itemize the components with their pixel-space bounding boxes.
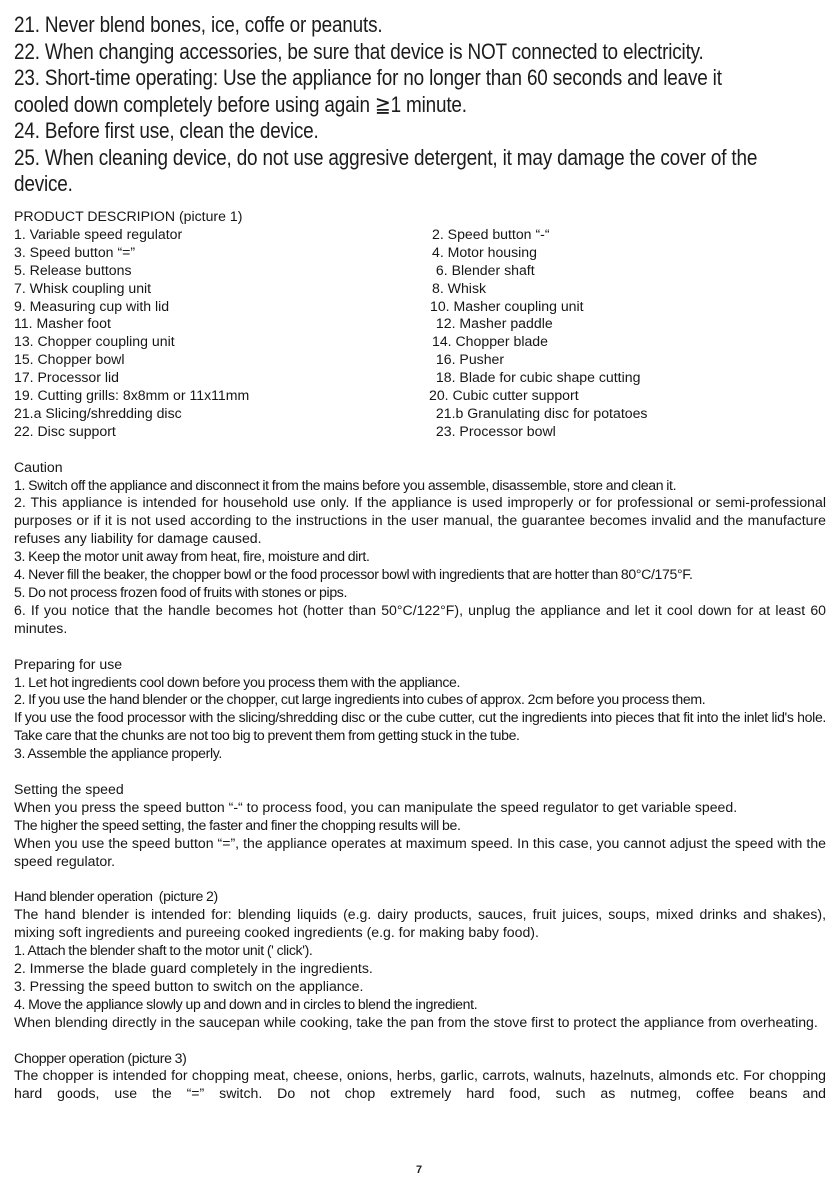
- caution-item: 2. This appliance is intended for household use only. If the appliance is used improperly or for professional or semi-professional purposes or if it is not used according to the instructions in the user manual, the guarantee becomes invalid and the manufacture refuses any liability for damage caused.: [14, 494, 826, 547]
- caution-item: 6. If you notice that the handle becomes hot (hotter than 50°C/122°F), unplug the appliance and let it cool down for at least 60 minutes.: [14, 601, 826, 636]
- hand-blender-section: [14, 888, 826, 1031]
- section-heading: Preparing for use: [14, 655, 123, 672]
- part-item: 10. Masher coupling unit: [430, 297, 584, 314]
- hand-blender-item: The hand blender is intended for: blending liquids (e.g. dairy products, sauces, fruit juices, soups, mixed drinks and shakes), mixing soft ingredients and pureeing cooked ingredients (e.g. for making baby food).: [14, 906, 826, 941]
- caution-section: [14, 459, 826, 638]
- preparing-item: 2. If you use the hand blender or the chopper, cut large ingredients into cubes of approx. 2cm before you process them.: [14, 691, 706, 708]
- part-item: 9. Measuring cup with lid: [14, 297, 170, 314]
- speed-item: When you press the speed button “-“ to process food, you can manipulate the speed regulator to get variable speed.: [14, 798, 738, 815]
- part-item: 16. Pusher: [432, 351, 505, 368]
- caution-item: 1. Switch off the appliance and disconnect it from the mains before you assemble, disassemble, store and clean it.: [14, 476, 677, 493]
- part-item: 21.a Slicing/shredding disc: [14, 404, 182, 421]
- page-number: 7: [416, 1164, 423, 1176]
- part-item: 17. Processor lid: [14, 369, 119, 386]
- speed-item: When you use the speed button “=”, the appliance operates at maximum speed. In this case, you cannot adjust the speed with the speed regulator.: [14, 834, 826, 869]
- section-heading: PRODUCT DESCRIPION (picture 1): [14, 208, 243, 224]
- part-item: 11. Masher foot: [14, 315, 111, 332]
- part-item: 23. Processor bowl: [432, 422, 556, 439]
- part-item: 21.b Granulating disc for potatoes: [432, 404, 648, 421]
- part-item: 15. Chopper bowl: [14, 351, 125, 368]
- part-item: 14. Chopper blade: [432, 333, 548, 350]
- hand-blender-item: When blending directly in the saucepan while cooking, take the pan from the stove first to protect the appliance from overheating.: [14, 1013, 818, 1030]
- part-item: 13. Chopper coupling unit: [14, 333, 175, 350]
- part-item: 20. Cubic cutter support: [429, 387, 579, 404]
- chopper-section: [14, 1050, 826, 1104]
- caution-item: 5. Do not process frozen food of fruits with stones or pips.: [14, 584, 348, 601]
- hand-blender-item: 3. Pressing the speed button to switch on the appliance.: [14, 977, 364, 994]
- section-heading: Hand blender operation (picture 2): [14, 888, 218, 905]
- caution-item: 3. Keep the motor unit away from heat, fire, moisture and dirt.: [14, 548, 370, 565]
- safety-instructions-list: [14, 12, 834, 198]
- part-item: 19. Cutting grills: 8x8mm or 11x11mm: [14, 387, 250, 404]
- preparing-item: If you use the food processor with the slicing/shredding disc or the cube cutter, cut the ingredients into pieces that fit into the inlet lid's hole. Take care that the chunks are not too big to prevent them from getting stuck in the tube.: [14, 709, 826, 744]
- hand-blender-item: 2. Immerse the blade guard completely in the ingredients.: [14, 960, 373, 976]
- section-heading: Caution: [14, 458, 63, 475]
- part-item: 2. Speed button “-“: [432, 225, 550, 242]
- product-description-section: [14, 208, 826, 441]
- safety-item: 22. When changing accessories, be sure that device is NOT connected to electricity.: [14, 38, 704, 64]
- safety-item: 21. Never blend bones, ice, coffe or peanuts.: [14, 12, 383, 37]
- preparing-section: [14, 656, 826, 763]
- speed-item: The higher the speed setting, the faster and finer the chopping results will be.: [14, 816, 461, 833]
- safety-item: 23. Short-time operating: Use the appliance for no longer than 60 seconds and leave it cooled down completely before using again ≧1 minute.: [14, 65, 722, 117]
- hand-blender-item: 4. Move the appliance slowly up and down and in circles to blend the ingredient.: [14, 995, 478, 1012]
- section-heading: Setting the speed: [14, 780, 124, 797]
- part-item: 4. Motor housing: [432, 243, 537, 260]
- part-item: 18. Blade for cubic shape cutting: [432, 369, 641, 386]
- part-item: 5. Release buttons: [14, 261, 132, 278]
- preparing-item: 1. Let hot ingredients cool down before you process them with the appliance.: [14, 673, 461, 690]
- safety-item: 25. When cleaning device, do not use aggresive detergent, it may damage the cover of the device.: [14, 144, 758, 196]
- section-heading: Chopper operation (picture 3): [14, 1049, 187, 1066]
- safety-item: 24. Before first use, clean the device.: [14, 118, 319, 143]
- caution-item: 4. Never fill the beaker, the chopper bowl or the food processor bowl with ingredients that are hotter than 80°C/175°F.: [14, 566, 693, 583]
- chopper-item: The chopper is intended for chopping meat, cheese, onions, herbs, garlic, carrots, walnuts, hazelnuts, almonds etc. For chopping hard goods, use the “=” switch. Do not chop extremely hard food, such as nutmeg, coffee beans and: [14, 1067, 826, 1102]
- parts-list: [14, 226, 826, 441]
- part-item: 1. Variable speed regulator: [14, 225, 183, 242]
- part-item: 22. Disc support: [14, 422, 116, 439]
- preparing-item: 3. Assemble the appliance properly.: [14, 745, 222, 762]
- part-item: 8. Whisk: [432, 279, 487, 296]
- setting-speed-section: [14, 781, 826, 871]
- part-item: 6. Blender shaft: [432, 261, 535, 278]
- part-item: 7. Whisk coupling unit: [14, 279, 152, 296]
- hand-blender-item: 1. Attach the blender shaft to the motor unit (' click').: [14, 942, 313, 959]
- part-item: 12. Masher paddle: [432, 315, 553, 332]
- manual-body: [14, 208, 826, 1103]
- part-item: 3. Speed button “=”: [14, 243, 136, 260]
